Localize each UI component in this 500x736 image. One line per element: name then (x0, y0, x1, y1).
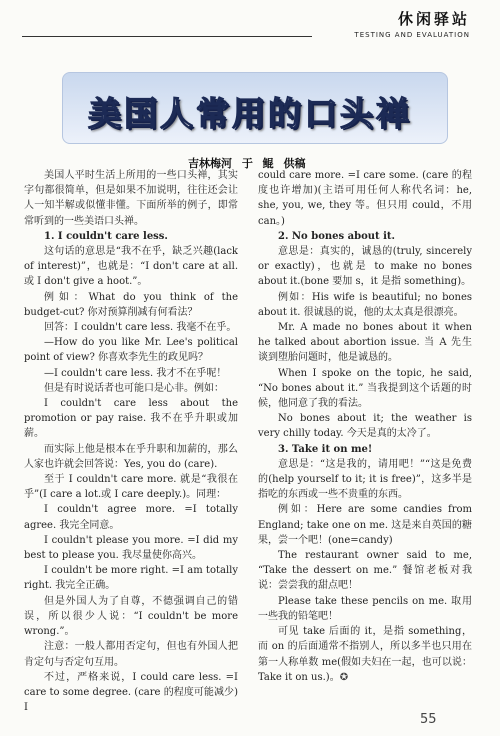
paragraph: The restaurant owner said to me, “Take the dessert on me.” 餐馆老板对我说：尝尝我的甜点吧！ (258, 550, 472, 592)
paragraph: Mr. A made no bones about it when he talked about abortion issue. 当 A 先生谈到堕胎问题时，他是诚恳的。 (258, 322, 472, 364)
paragraph: When I spoke on the topic, he said, “No bones about it.” 当我提到这个话题的时候，他同意了我的看法。 (258, 367, 472, 410)
paragraph: 但是外国人为了自尊，不德强调自己的错误，所以很少人说：“I couldn't be more wrong.”。 (24, 595, 238, 638)
paragraph: Please take these pencils on me. 取用一些我的铅笔吧！ (258, 595, 472, 622)
paragraph: 意思是：真实的，诚恳的(truly, sincerely or exactly)，也就是 to make no bones about it.(bone 要加 s，it 是指 something)。 (258, 246, 472, 288)
section-title: 休闲驿站 (397, 10, 470, 28)
paragraph: 回答：I couldn't care less. 我毫不在乎。 (44, 322, 237, 334)
paragraph: I couldn't care less about the promotion or pay raise. 我不在乎升职或加薪。 (24, 398, 238, 440)
paragraph: 例如：His wife is beautiful; no bones about it. 很诚恳的说，他的太太真是很漂亮。 (258, 291, 472, 318)
heading-2: 2. No bones about it. (278, 230, 396, 242)
heading-3: 3. Take it on me! (278, 443, 373, 455)
paragraph: No bones about it; the weather is very chilly today. 今天是真的太冷了。 (258, 413, 472, 440)
paragraph: 但是有时说话者也可能口是心非。例如： (44, 382, 224, 394)
paragraph: —How do you like Mr. Lee's political point of view? 你喜欢李先生的政见吗？ (24, 337, 238, 364)
paragraph: 意思是：“这是我的，请用吧！”“这是免费的(help yourself to it; it is free)”，这多半是指吃的东西或一些不贵重的东西。 (258, 458, 472, 501)
paragraph: could care more. =I care some. (care 的程度也许增加)(主语可用任何人称代名词：he, she, you, we, they 等。但只用 could，不用 can。) (258, 170, 472, 227)
paragraph: 这句话的意思是“我不在乎，缺乏兴趣(lack of interest)”，也就是：“I don't care at all.或 I don't give a hoot.”。 (24, 246, 238, 288)
byline: 吉林梅河 于 鲲 供稿 (188, 157, 306, 170)
paragraph-last (258, 624, 472, 685)
paragraph: 美国人平时生活上所用的一些口头禅，其实字句都很简单，但是如果不加说明，往往还会让人一知半解或似懂非懂。下面所举的例子，即常常听到的一些美语口头禅。 (24, 170, 238, 227)
heading-1: 1. I couldn't care less. (44, 230, 168, 242)
paragraph: I couldn't please you more. =I did my best to please you. 我尽量使你高兴。 (24, 534, 238, 562)
header-rule (22, 36, 312, 37)
paragraph: I couldn't agree more. =I totally agree. 我完全同意。 (24, 504, 238, 531)
paragraph: 注意：一般人都用否定句，但也有外国人把肯定句与否定句互用。 (24, 641, 238, 668)
end-mark-icon: ✪ (339, 671, 349, 683)
section-subtitle: TESTING AND EVALUATION (354, 31, 470, 39)
section-brand (354, 8, 470, 39)
paragraph: 至于 I couldn't care more. 就是“我很在乎”(I care a lot.或 I care deeply.)。同理： (24, 474, 238, 501)
right-column (258, 168, 472, 685)
page-number: 55 (420, 712, 437, 727)
paragraph: I couldn't be more right. =I am totally right. 我完全正确。 (24, 565, 238, 592)
paragraph-text: 可见 take 后面的 it，是指 something，而 on 的后面通常不指别人，所以多半也只用在第一人称单数 me(假如夫妇在一起，也可以说：Take it on us.)。 (258, 626, 472, 683)
left-column (24, 168, 238, 715)
page-header (0, 0, 500, 46)
paragraph: —I couldn't care less. 我才不在乎呢！ (44, 367, 227, 379)
article-title: 美国人常用的口头禅 (88, 94, 412, 133)
paragraph: 不过，严格来说，I could care less. =I care to some degree. (care 的程度可能减少) I (24, 671, 238, 714)
paragraph: 例如：Here are some candies from England; take one on me. 这是来自英国的糖果，尝一个吧！(one=candy) (258, 504, 472, 546)
paragraph: 而实际上他是根本在乎升职和加薪的，那么人家也许就会回答说：Yes, you do (care). (24, 443, 238, 470)
paragraph: 例如：What do you think of the budget-cut? 你对预算削减有何看法？ (24, 291, 238, 318)
